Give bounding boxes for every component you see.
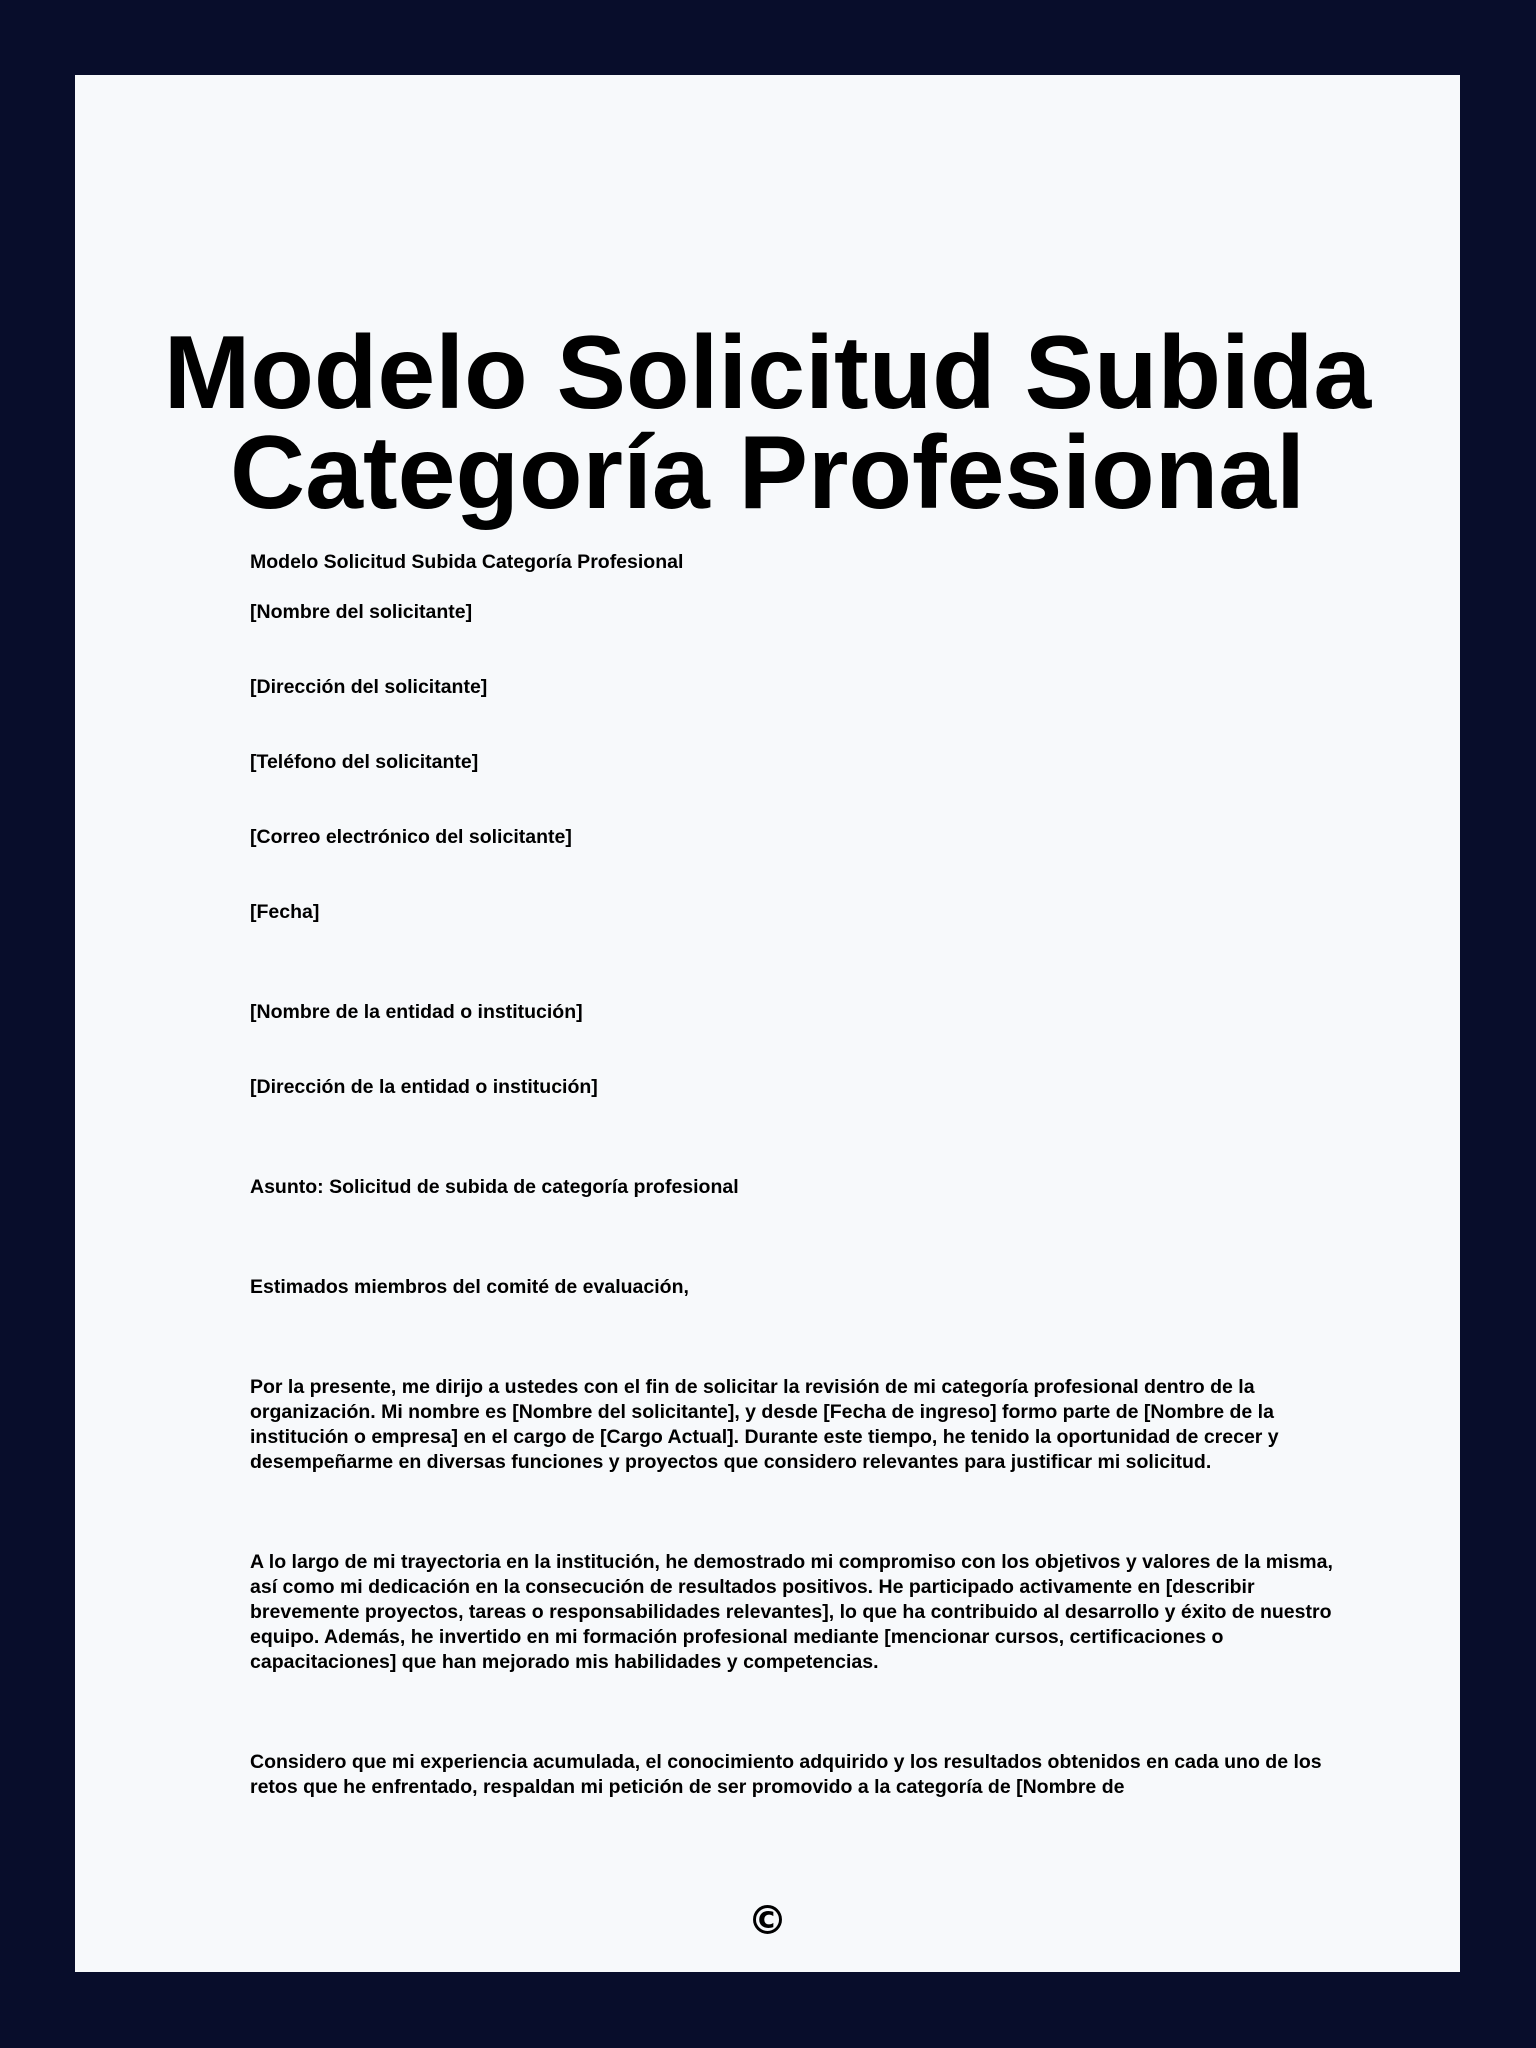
title-line-2: Categoría Profesional [230, 415, 1305, 531]
recipient-entity-name: [Nombre de la entidad o institución] [250, 1001, 583, 1023]
body-paragraph: A lo largo de mi trayectoria en la institución, he demostrado mi compromiso con los objetivos y valores de la misma, así como mi dedicación en la consecución de resultados positivos. He participado activamente en [describir brevemente proyectos, tareas o responsabilidades relevantes], lo que ha contribuido al desarrollo y éxito de nuestro equipo. Además, he invertido en mi formación profesional mediante [mencionar cursos, certificaciones o capacitaciones] que han mejorado mis habilidades y competencias. [250, 1551, 1333, 1673]
title-line-1: Modelo Solicitud Subida [163, 315, 1372, 431]
document-body [250, 550, 1365, 1875]
applicant-email: [Correo electrónico del solicitante] [250, 826, 572, 848]
applicant-address: [Dirección del solicitante] [250, 676, 488, 698]
document-page [75, 75, 1460, 1972]
applicant-name: [Nombre del solicitante] [250, 601, 473, 623]
body-paragraph: Por la presente, me dirijo a ustedes con el fin de solicitar la revisión de mi categoría profesional dentro de la organización. Mi nombre es [Nombre del solicitante], y desde [Fecha de ingreso] formo parte de [Nombre de la institución o empresa] en el cargo de [Cargo Actual]. Durante este tiempo, he tenido la oportunidad de crecer y desempeñarme en diversas funciones y proyectos que considero relevantes para justificar mi solicitud. [250, 1376, 1279, 1473]
letter-date: [Fecha] [250, 901, 320, 923]
recipient-entity-address: [Dirección de la entidad o institución] [250, 1076, 598, 1098]
letter-subject: Asunto: Solicitud de subida de categoría profesional [250, 1176, 739, 1198]
letter-greeting: Estimados miembros del comité de evaluación, [250, 1276, 689, 1298]
body-paragraph: Considero que mi experiencia acumulada, el conocimiento adquirido y los resultados obtenidos en cada uno de los retos que he enfrentado, respaldan mi petición de ser promovido a la categoría de [Nombre de [250, 1751, 1322, 1798]
applicant-phone: [Teléfono del solicitante] [250, 751, 479, 773]
page-title [75, 315, 1460, 531]
copyright-icon: © [747, 1898, 788, 1944]
document-heading: Modelo Solicitud Subida Categoría Profesional [250, 551, 684, 573]
